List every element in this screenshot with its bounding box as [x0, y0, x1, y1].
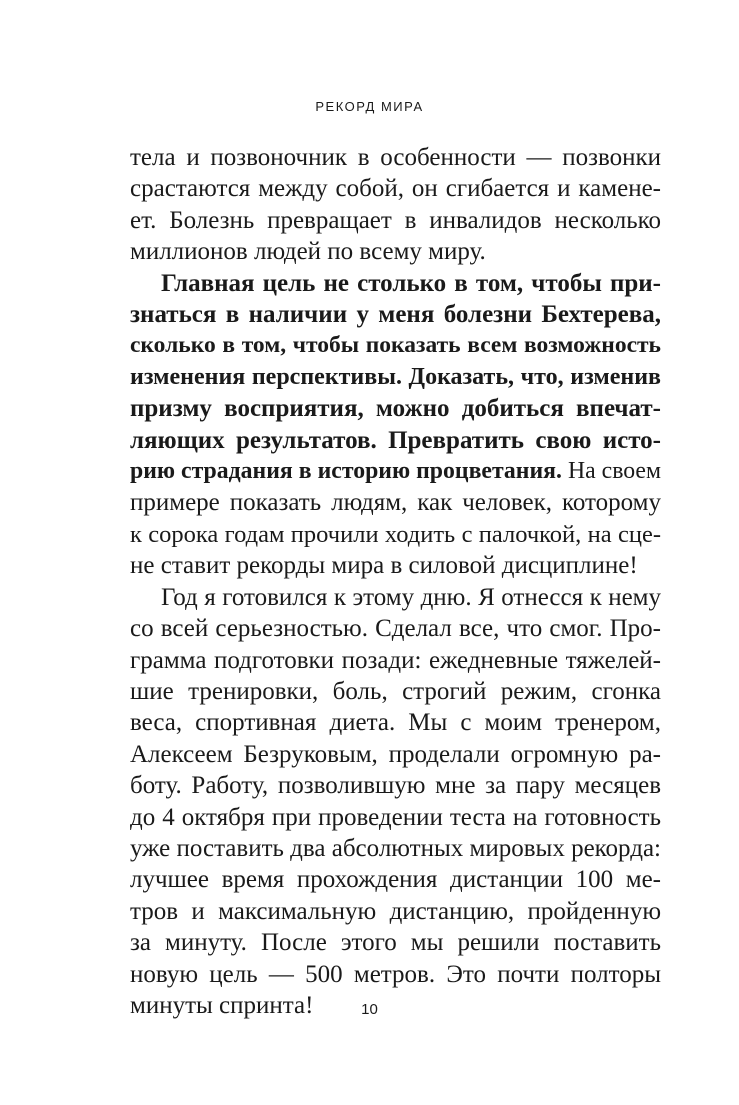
text-run: срастаются между собой, он сгибается и камене-: [130, 175, 661, 203]
paragraph-2: [130, 268, 661, 582]
text-run: Год я готовился к этому дню. Я отнесся к нему: [161, 583, 661, 611]
text-run: веса, спортивная диета. Мы с моим тренером,: [130, 709, 661, 737]
text-run: ет. Болезнь превращает в инвалидов несколько: [130, 206, 661, 234]
text-run: примере показать людям, как человек, которому: [130, 489, 661, 517]
text-run: тела и позвоночник в особенности — позвонки: [130, 144, 661, 171]
text-line: [130, 362, 661, 393]
bold-text-run: сколько в том, чтобы показать всем возможность: [130, 332, 661, 359]
text-run: лучшее время прохождения дистанции 100 ме-: [130, 866, 661, 894]
text-line: [130, 299, 661, 330]
text-line: [130, 864, 661, 895]
text-line: [130, 582, 661, 613]
text-line: [130, 927, 661, 958]
text-line: [130, 393, 661, 424]
bold-text-run: рию страдания в историю процветания.: [130, 458, 562, 485]
text-run: минуты спринта!: [130, 991, 314, 1019]
text-run: новую цель — 500 метров. Это почти полторы: [130, 960, 661, 988]
text-line: [130, 833, 661, 864]
bold-text-run: призму восприятия, можно добиться впечат-: [130, 395, 661, 423]
text-line: [130, 425, 661, 456]
paragraph-3: [130, 582, 661, 1022]
text-run: грамма подготовки позади: ежедневные тяжелей-: [130, 646, 661, 674]
text-run: шие тренировки, боль, строгий режим, сгонка: [130, 677, 661, 705]
text-line: [130, 487, 661, 518]
text-run: за минуту. После этого мы решили поставить: [130, 929, 661, 957]
bold-text-run: изменения перспективы. Доказать, что, изменив: [130, 363, 661, 390]
text-line: [130, 896, 661, 927]
text-line: [130, 236, 661, 267]
text-run: На своем: [561, 458, 661, 485]
text-line: [130, 173, 661, 204]
text-line: [130, 613, 661, 644]
text-line: [130, 645, 661, 676]
text-run: тров и максимальную дистанцию, пройденную: [130, 897, 661, 925]
text-line: [130, 456, 661, 487]
text-run: миллионов людей по всему миру.: [130, 238, 486, 266]
text-run: со всей серьезностью. Сделал все, что смог. Про-: [130, 615, 661, 643]
text-line: [130, 205, 661, 236]
text-run: Алексеем Безруковым, проделали огромную ра-: [130, 740, 661, 768]
bold-text-run: ляющих результатов. Превратить свою исто-: [130, 426, 661, 454]
text-line: [130, 770, 661, 801]
text-line: [130, 330, 661, 361]
body-text: [130, 142, 661, 1021]
bold-text-run: Главная цель не столько в том, чтобы при-: [161, 269, 661, 297]
bold-text-run: знаться в наличии у меня болезни Бехтерева,: [130, 301, 661, 329]
text-line: [130, 142, 661, 173]
text-run: не ставит рекорды мира в силовой дисциплине!: [130, 552, 638, 580]
text-line: [130, 959, 661, 990]
text-line: [130, 707, 661, 738]
text-line: [130, 268, 661, 299]
text-run: к сорока годам прочили ходить с палочкой, на сце-: [130, 520, 661, 548]
text-line: [130, 676, 661, 707]
text-line: [130, 802, 661, 833]
text-line: [130, 519, 661, 550]
text-line: [130, 739, 661, 770]
text-run: до 4 октября при проведении теста на готовность: [130, 803, 661, 831]
text-line: [130, 550, 661, 581]
page-number: 10: [361, 1001, 378, 1018]
text-run: боту. Работу, позволившую мне за пару месяцев: [130, 772, 661, 800]
running-head: РЕКОРД МИРА: [315, 99, 424, 114]
text-run: уже поставить два абсолютных мировых рекорда:: [130, 834, 661, 862]
paragraph-1: [130, 142, 661, 268]
